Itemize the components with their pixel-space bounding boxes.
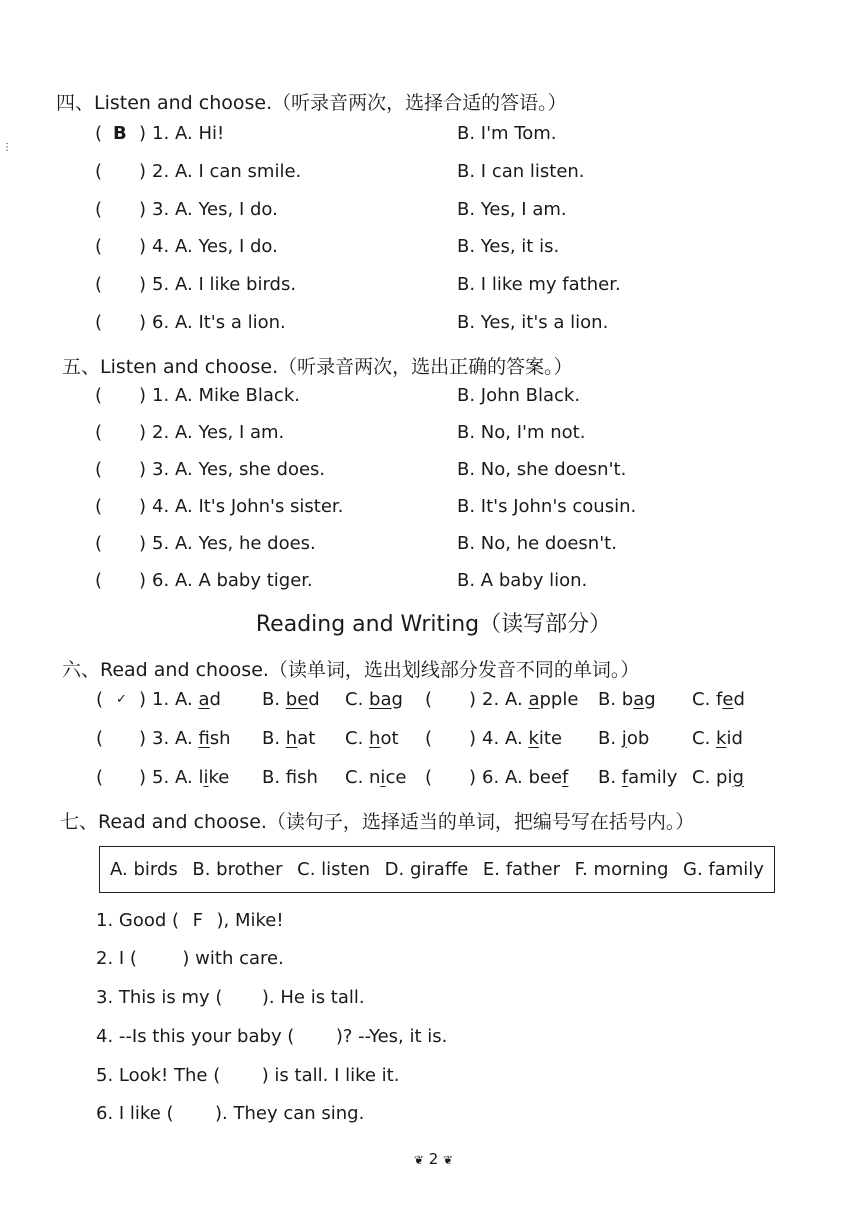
s6-word-a: A. like (175, 767, 230, 788)
s5-item-number: 4. (152, 496, 170, 517)
s7-sentence-text: 5. Look! The ( (96, 1065, 221, 1086)
s4-option-a: A. Hi! (175, 123, 225, 144)
s5-item-1 (0, 385, 867, 415)
s4-option-b: B. Yes, it is. (457, 236, 560, 257)
s7-sentence-6 (96, 1103, 364, 1124)
s4-item-3 (0, 199, 867, 229)
s4-option-b: B. I'm Tom. (457, 123, 557, 144)
s6-open-paren: ( (425, 728, 433, 749)
s4-option-a: A. I can smile. (175, 161, 302, 182)
s5-option-b: B. It's John's cousin. (457, 496, 637, 517)
s6-word-c: C. pig (692, 767, 744, 788)
s4-option-a: A. It's a lion. (175, 312, 286, 333)
s4-item-number: 1. (152, 123, 170, 144)
s7-sentence-4 (96, 1026, 447, 1047)
section-4-title: 四、Listen and choose.（听录音两次，选择合适的答语。） (56, 92, 567, 114)
s6-close-paren: ) (139, 767, 147, 788)
s6-item-number: 3. (152, 728, 170, 749)
word-option-e: E. father (482, 859, 561, 880)
s7-sentence-text: )? --Yes, it is. (335, 1026, 448, 1047)
s7-sentence-5 (96, 1065, 399, 1086)
s7-sentence-text: 4. --Is this your baby ( (96, 1026, 295, 1047)
s5-option-a: A. A baby tiger. (175, 570, 313, 591)
s4-close-paren: ) (139, 123, 147, 144)
s6-close-paren: ) (469, 728, 477, 749)
s6-item-number: 5. (152, 767, 170, 788)
s4-open-paren: ( (95, 274, 103, 295)
s6-word-a: A. apple (505, 689, 579, 710)
binding-margin-dots: ⋮ (2, 142, 12, 153)
s6-word-a: A. ad (175, 689, 221, 710)
s5-option-b: B. A baby lion. (457, 570, 588, 591)
s4-close-paren: ) (139, 199, 147, 220)
s4-option-b: B. I like my father. (457, 274, 621, 295)
s4-open-paren: ( (95, 123, 103, 144)
s6-open-paren: ( (96, 728, 104, 749)
s5-open-paren: ( (95, 422, 103, 443)
s7-sentence-text: ). He is tall. (261, 987, 365, 1008)
s6-word-b: B. hat (262, 728, 316, 749)
s6-word-c: C. fed (692, 689, 745, 710)
s4-open-paren: ( (95, 312, 103, 333)
word-option-c: C. listen (297, 859, 371, 880)
s7-sentence-text: ) is tall. I like it. (261, 1065, 400, 1086)
s5-item-5 (0, 533, 867, 563)
s6-row-3 (0, 767, 867, 799)
word-option-g: G. family (683, 859, 764, 880)
s4-open-paren: ( (95, 236, 103, 257)
s6-open-paren: ( (96, 689, 104, 710)
s7-sentence-text: ), Mike! (216, 910, 284, 931)
s5-close-paren: ) (139, 385, 147, 406)
s4-item-number: 3. (152, 199, 170, 220)
s6-row-1 (0, 689, 867, 721)
s5-open-paren: ( (95, 496, 103, 517)
s5-open-paren: ( (95, 570, 103, 591)
page-number-text: 2 (428, 1150, 439, 1168)
s5-close-paren: ) (139, 533, 147, 554)
word-bank-box (99, 846, 775, 893)
s4-item-number: 4. (152, 236, 170, 257)
s5-option-a: A. Yes, he does. (175, 533, 316, 554)
s4-open-paren: ( (95, 199, 103, 220)
s6-word-c: C. kid (692, 728, 743, 749)
s4-open-paren: ( (95, 161, 103, 182)
section-6-title: 六、Read and choose.（读单词，选出划线部分发音不同的单词。） (62, 659, 640, 681)
word-option-a: A. birds (110, 859, 178, 880)
s7-sentence-text: ) with care. (182, 948, 284, 969)
s5-option-b: B. No, she doesn't. (457, 459, 627, 480)
s6-word-a: A. beef (505, 767, 569, 788)
s5-option-a: A. Mike Black. (175, 385, 300, 406)
s4-item-6 (0, 312, 867, 342)
s5-item-number: 5. (152, 533, 170, 554)
s7-sentence-text: 1. Good ( (96, 910, 180, 931)
page-ornament-right: ❦ (443, 1153, 454, 1167)
s6-answer-mark[interactable]: ✓ (116, 692, 127, 707)
s7-sentence-1 (96, 910, 284, 931)
s4-item-2 (0, 161, 867, 191)
s6-close-paren: ) (469, 767, 477, 788)
s6-word-b: B. family (598, 767, 678, 788)
s4-close-paren: ) (139, 161, 147, 182)
s6-word-c: C. nice (345, 767, 407, 788)
s5-option-b: B. John Black. (457, 385, 581, 406)
s4-item-5 (0, 274, 867, 304)
s7-answer-slot[interactable]: F (192, 910, 203, 931)
s6-row-2 (0, 728, 867, 760)
s6-word-a: A. kite (505, 728, 563, 749)
s4-option-b: B. Yes, I am. (457, 199, 567, 220)
word-option-f: F. morning (574, 859, 669, 880)
s6-item-number: 1. (152, 689, 170, 710)
s4-option-b: B. I can listen. (457, 161, 585, 182)
s5-option-a: A. Yes, I am. (175, 422, 285, 443)
s5-close-paren: ) (139, 496, 147, 517)
s4-close-paren: ) (139, 274, 147, 295)
s7-sentence-text: 6. I like ( (96, 1103, 174, 1124)
s4-close-paren: ) (139, 312, 147, 333)
s6-item-number: 2. (482, 689, 500, 710)
section-5-title: 五、Listen and choose.（听录音两次，选出正确的答案。） (62, 356, 573, 378)
s7-sentence-text: 2. I ( (96, 948, 137, 969)
part-title: Reading and Writing（读写部分） (255, 612, 612, 637)
word-option-d: D. giraffe (384, 859, 469, 880)
s4-item-4 (0, 236, 867, 266)
s6-item-number: 4. (482, 728, 500, 749)
s7-sentence-text: ). They can sing. (215, 1103, 365, 1124)
s6-open-paren: ( (96, 767, 104, 788)
s6-word-c: C. hot (345, 728, 399, 749)
s4-item-number: 2. (152, 161, 170, 182)
s7-sentence-3 (96, 987, 365, 1008)
s6-word-b: B. bed (262, 689, 320, 710)
s7-sentence-text: 3. This is my ( (96, 987, 223, 1008)
s6-word-b: B. bag (598, 689, 656, 710)
s6-word-a: A. fish (175, 728, 231, 749)
s6-close-paren: ) (469, 689, 477, 710)
s5-item-4 (0, 496, 867, 526)
page-number (0, 1150, 867, 1168)
s6-word-b: B. job (598, 728, 650, 749)
s4-item-number: 5. (152, 274, 170, 295)
s4-option-a: A. Yes, I do. (175, 236, 278, 257)
word-option-b: B. brother (192, 859, 283, 880)
s5-option-b: B. No, I'm not. (457, 422, 586, 443)
s6-open-paren: ( (425, 689, 433, 710)
s5-close-paren: ) (139, 422, 147, 443)
s4-item-number: 6. (152, 312, 170, 333)
s5-item-2 (0, 422, 867, 452)
s6-item-number: 6. (482, 767, 500, 788)
s5-item-3 (0, 459, 867, 489)
s4-item-1 (0, 123, 867, 153)
s5-item-6 (0, 570, 867, 600)
s6-close-paren: ) (139, 689, 147, 710)
s5-option-b: B. No, he doesn't. (457, 533, 617, 554)
s4-option-a: A. I like birds. (175, 274, 297, 295)
s5-close-paren: ) (139, 570, 147, 591)
s7-sentence-2 (96, 948, 284, 969)
s5-close-paren: ) (139, 459, 147, 480)
s6-word-c: C. bag (345, 689, 403, 710)
s5-open-paren: ( (95, 533, 103, 554)
s5-open-paren: ( (95, 385, 103, 406)
page-ornament-left: ❦ (413, 1153, 424, 1167)
s4-close-paren: ) (139, 236, 147, 257)
s6-word-b: B. fsh (262, 767, 318, 788)
s5-item-number: 6. (152, 570, 170, 591)
section-7-title: 七、Read and choose.（读句子，选择适当的单词，把编号写在括号内。） (60, 811, 695, 833)
s4-answer-slot[interactable]: B (113, 123, 127, 144)
s6-close-paren: ) (139, 728, 147, 749)
s5-option-a: A. It's John's sister. (175, 496, 344, 517)
s5-open-paren: ( (95, 459, 103, 480)
s5-option-a: A. Yes, she does. (175, 459, 326, 480)
s5-item-number: 3. (152, 459, 170, 480)
s6-open-paren: ( (425, 767, 433, 788)
s4-option-a: A. Yes, I do. (175, 199, 278, 220)
s4-option-b: B. Yes, it's a lion. (457, 312, 609, 333)
s5-item-number: 2. (152, 422, 170, 443)
s5-item-number: 1. (152, 385, 170, 406)
